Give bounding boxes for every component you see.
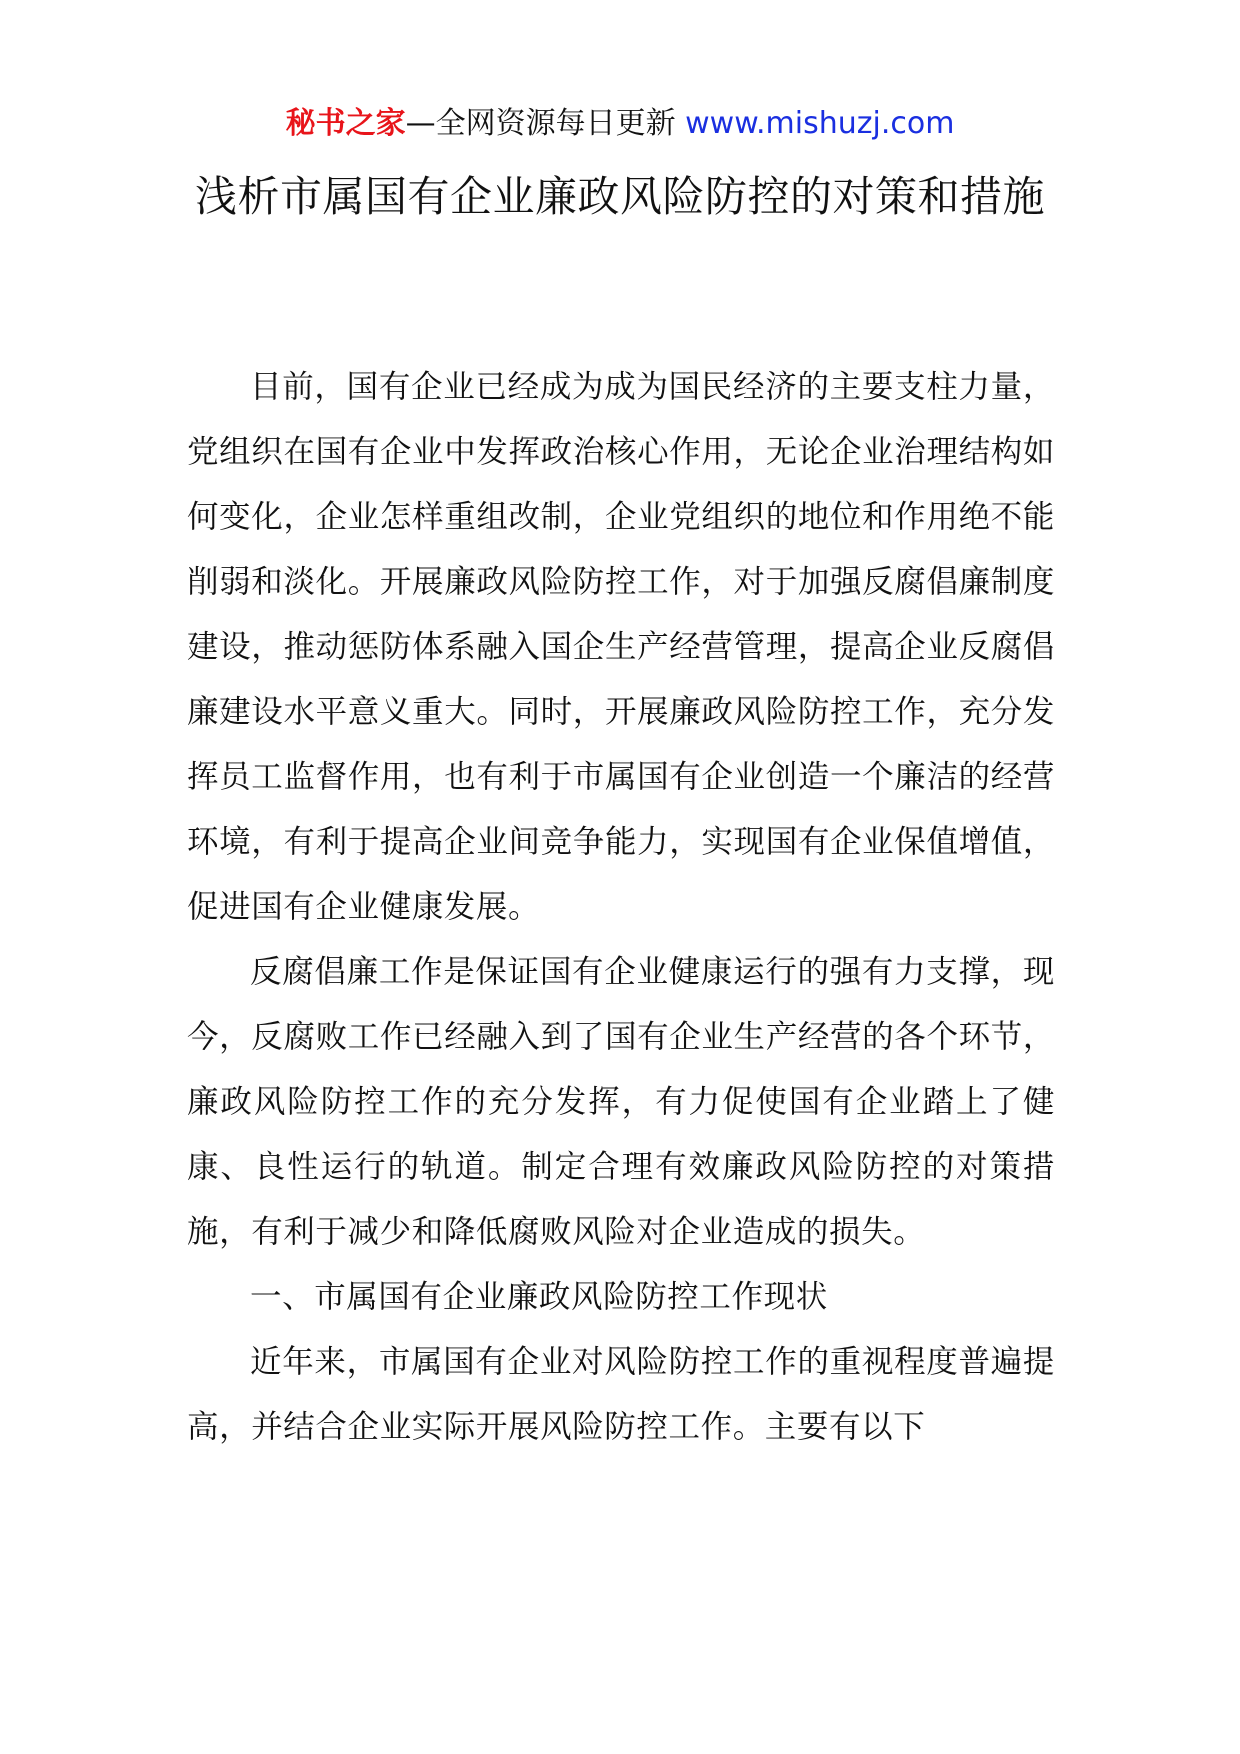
paragraph: 近年来，市属国有企业对风险防控工作的重视程度普遍提高，并结合企业实际开展风险防控工作。主要有以下	[187, 1344, 1055, 1445]
document-body	[187, 355, 1055, 1460]
document-title: 浅析市属国有企业廉政风险防控的对策和措施	[194, 172, 1045, 221]
paragraph: 目前，国有企业已经成为成为国民经济的主要支柱力量，党组织在国有企业中发挥政治核心作用，无论企业治理结构如何变化，企业怎样重组改制，企业党组织的地位和作用绝不能削弱和淡化。开展廉政风险防控工作，对于加强反腐倡廉制度建设，推动惩防体系融入国企生产经营管理，提高企业反腐倡廉建设水平意义重大。同时，开展廉政风险防控工作，充分发挥员工监督作用，也有利于市属国有企业创造一个廉洁的经营环境，有利于提高企业间竞争能力，实现国有企业保值增值，促进国有企业健康发展。	[187, 369, 1055, 925]
brand-name: 秘书之家	[285, 106, 406, 141]
header-tagline: —全网资源每日更新	[405, 106, 676, 141]
paragraph: 反腐倡廉工作是保证国有企业健康运行的强有力支撑，现今，反腐败工作已经融入到了国有企业生产经营的各个环节，廉政风险防控工作的充分发挥，有力促使国有企业踏上了健康、良性运行的轨道。制定合理有效廉政风险防控的对策措施，有利于减少和降低腐败风险对企业造成的损失。	[187, 954, 1055, 1250]
site-url: www.mishuzj.com	[685, 106, 955, 141]
section-heading: 一、市属国有企业廉政风险防控工作现状	[250, 1279, 828, 1315]
site-header	[0, 104, 1240, 144]
